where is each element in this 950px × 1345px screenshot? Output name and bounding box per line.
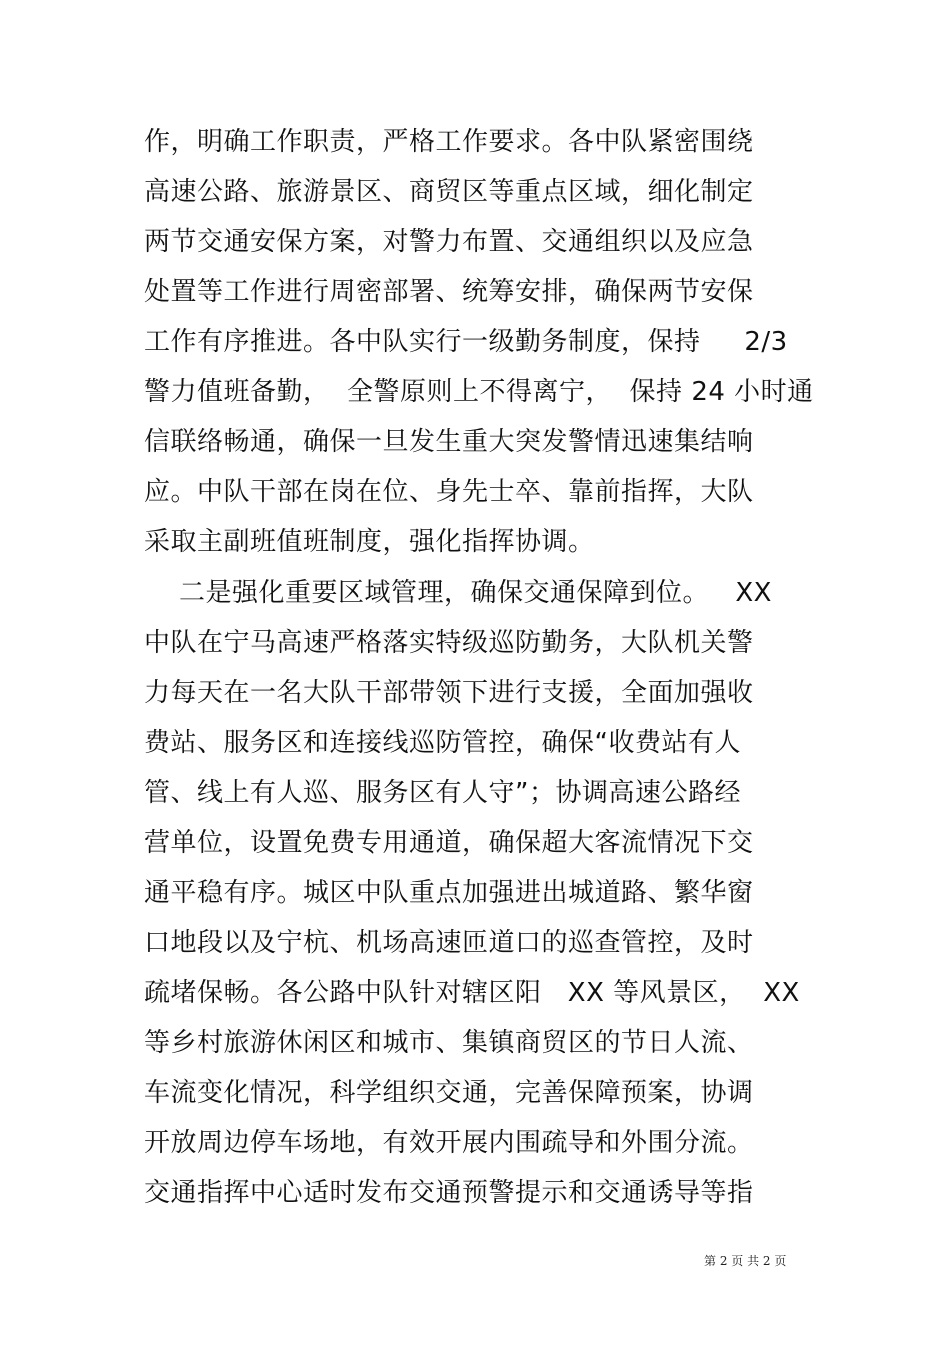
text-line: 交通指挥中心适时发布交通预警提示和交通诱导等指 — [144, 1178, 754, 1208]
text-line: 力每天在一名大队干部带领下进行支援，全面加强收 — [144, 678, 754, 708]
text-line: 开放周边停车场地，有效开展内围疏导和外围分流。 — [144, 1128, 754, 1158]
text-line: 信联络畅通，确保一旦发生重大突发警情迅速集结响 — [144, 427, 754, 457]
page-footer: 第 2 页 共 2 页 — [704, 1254, 787, 1268]
text-line: 两节交通安保方案，对警力布置、交通组织以及应急 — [144, 227, 754, 257]
text-line: 中队在宁马高速严格落实特级巡防勤务，大队机关警 — [144, 628, 754, 658]
text-line: 疏堵保畅。各公路中队针对辖区阳 XX 等风景区， XX — [144, 978, 800, 1008]
text-line: 等乡村旅游休闲区和城市、集镇商贸区的节日人流、 — [144, 1028, 754, 1058]
text-line: 二是强化重要区域管理，确保交通保障到位。 XX — [144, 578, 772, 608]
text-line: 费站、服务区和连接线巡防管控，确保“收费站有人 — [144, 728, 741, 758]
text-line: 应。中队干部在岗在位、身先士卒、靠前指挥，大队 — [144, 477, 754, 507]
text-line: 作，明确工作职责，严格工作要求。各中队紧密围绕 — [144, 127, 754, 157]
text-line: 营单位，设置免费专用通道，确保超大客流情况下交 — [144, 828, 754, 858]
text-line: 处置等工作进行周密部署、统筹安排，确保两节安保 — [144, 277, 754, 307]
text-line: 通平稳有序。城区中队重点加强进出城道路、繁华窗 — [144, 878, 754, 908]
text-line: 采取主副班值班制度，强化指挥协调。 — [144, 527, 595, 557]
text-line: 工作有序推进。各中队实行一级勤务制度，保持 2/3 — [144, 327, 788, 357]
text-line: 管、线上有人巡、服务区有人守”；协调高速公路经 — [144, 778, 741, 808]
text-line: 高速公路、旅游景区、商贸区等重点区域，细化制定 — [144, 177, 754, 207]
text-line: 口地段以及宁杭、机场高速匝道口的巡查管控，及时 — [144, 928, 754, 958]
text-line: 警力值班备勤， 全警原则上不得离宁， 保持 24 小时通 — [144, 377, 814, 407]
text-line: 车流变化情况，科学组织交通，完善保障预案，协调 — [144, 1078, 754, 1108]
